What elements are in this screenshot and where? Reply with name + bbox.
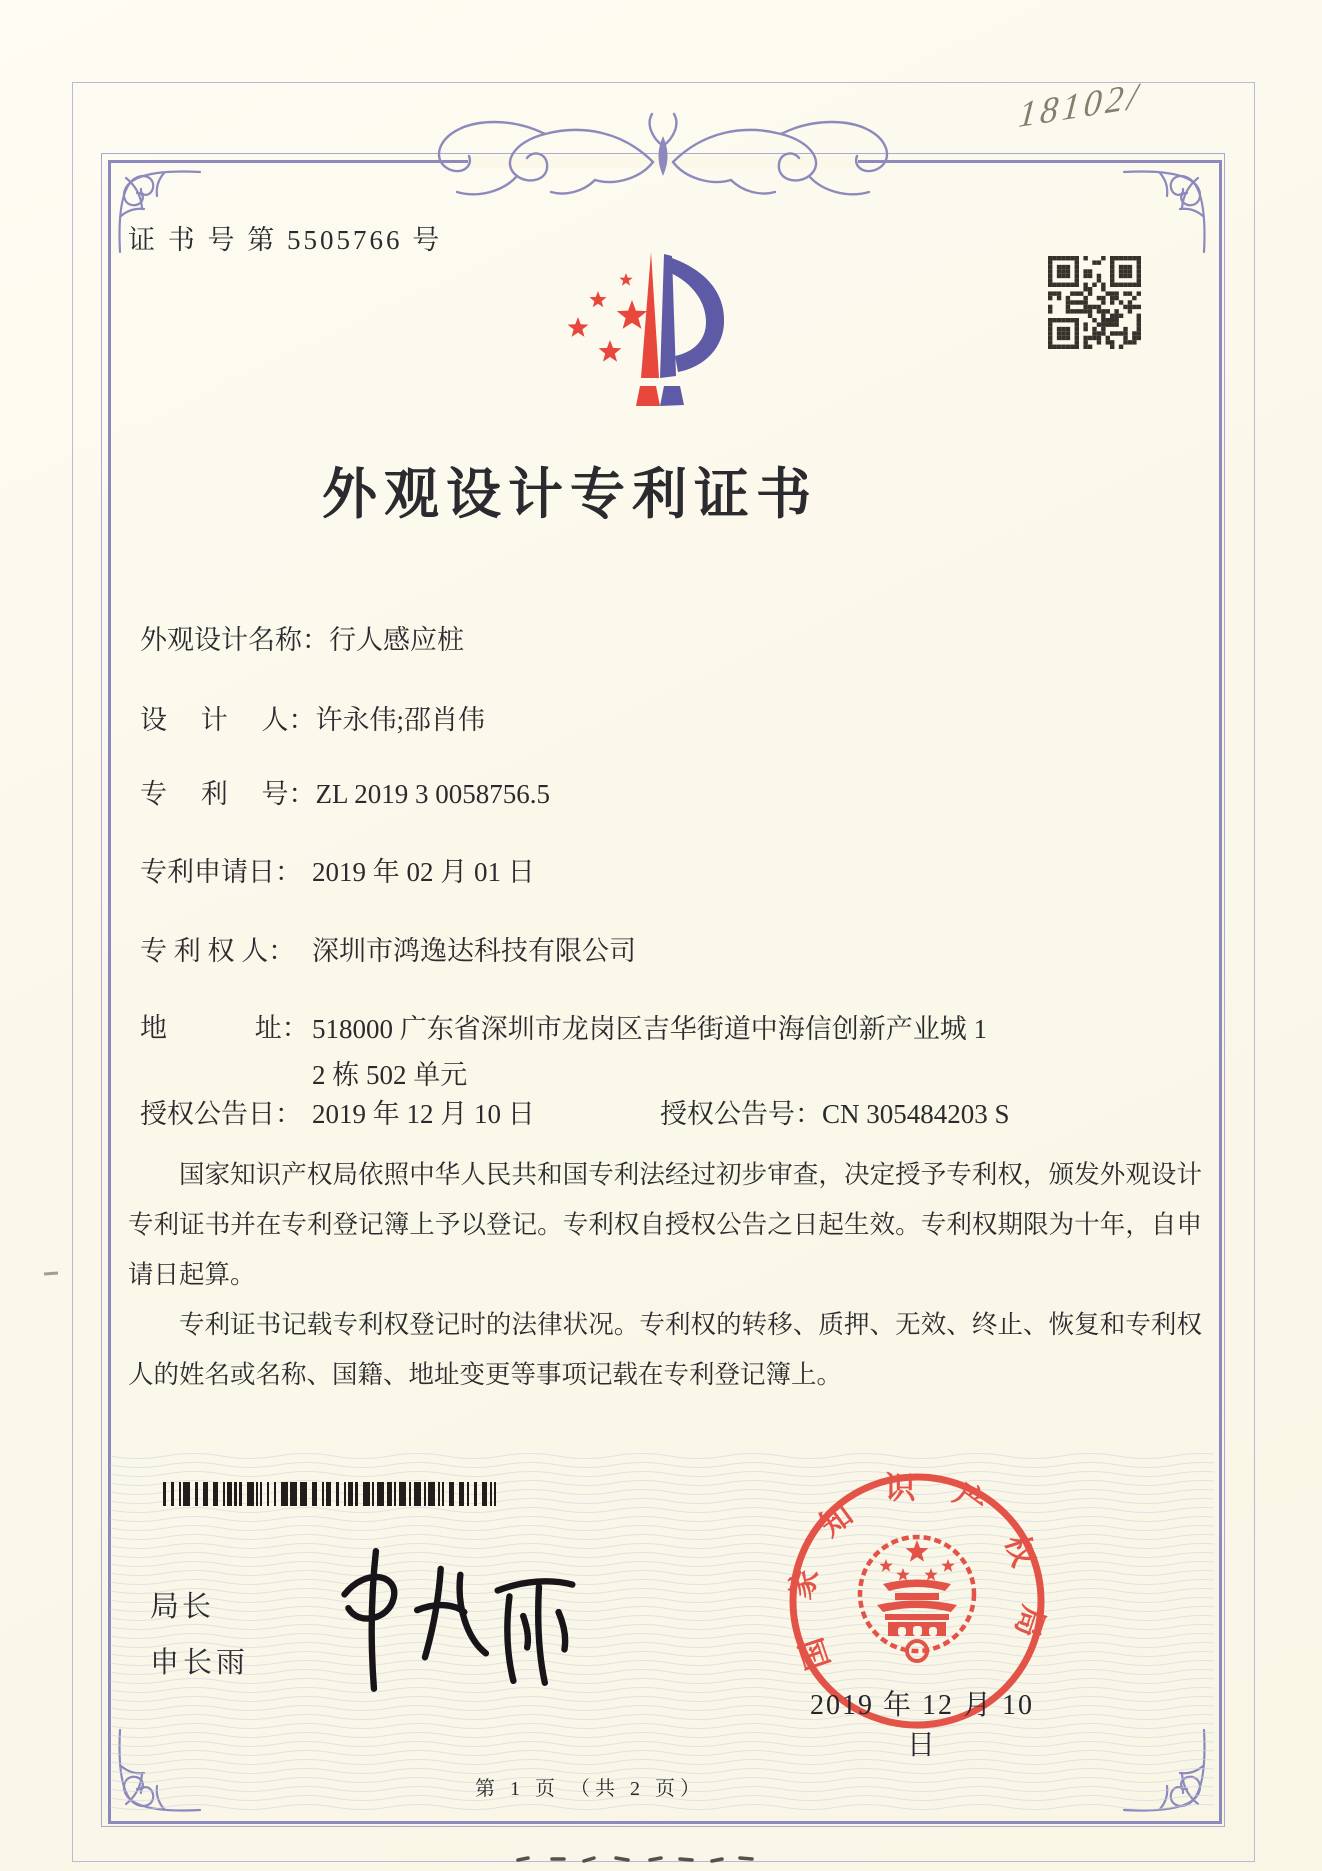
field-value: ZL 2019 3 0058756.5 bbox=[315, 779, 550, 809]
emblem-arches bbox=[898, 1626, 937, 1636]
field-value: 2019 年 02 月 01 日 bbox=[312, 857, 535, 887]
logo-red-spire bbox=[641, 252, 659, 378]
paragraph-2: 专利证书记载专利权登记时的法律状况。专利权的转移、质押、无效、终止、恢复和专利权人的姓名或名称、国籍、地址变更等事项记载在专利登记簿上。 bbox=[128, 1310, 1202, 1389]
commissioner-name: 申长雨 bbox=[150, 1647, 250, 1679]
cut-off-text-fragments bbox=[512, 1848, 762, 1866]
handwritten-number: 18102/ bbox=[1016, 74, 1144, 136]
field-label: 专 利 号： bbox=[140, 779, 316, 809]
field-grant-number bbox=[660, 1092, 1010, 1131]
field-value: 许永伟;邵肖伟 bbox=[315, 705, 486, 735]
emblem-stars bbox=[879, 1540, 954, 1581]
logo-blue-leg bbox=[660, 386, 684, 406]
address-line-1: 518000 广东省深圳市龙岗区吉华街道中海信创新产业城 1 bbox=[312, 1014, 987, 1044]
field-value: 2019 年 12 月 10 日 bbox=[312, 1099, 535, 1129]
field-label: 外观设计名称： bbox=[140, 625, 329, 655]
logo-red-leg bbox=[636, 386, 660, 406]
corner-ornament-top-right bbox=[1120, 166, 1210, 256]
field-label: 授权公告号： bbox=[660, 1099, 822, 1129]
logo-stars-icon bbox=[568, 273, 648, 362]
qr-code bbox=[1048, 256, 1141, 349]
cnipa-logo bbox=[548, 240, 738, 418]
field-label: 设 计 人： bbox=[140, 705, 316, 735]
seal-ring-text: 国家知识产权局 bbox=[782, 1470, 1052, 1675]
page-footer: 第 1 页 （共 2 页） bbox=[475, 1778, 705, 1800]
commissioner-signature bbox=[315, 1533, 590, 1701]
paragraph-1: 国家知识产权局依照中华人民共和国专利法经过初步审查，决定授予专利权，颁发外观设计专利证书并在专利登记簿上予以登记。专利权自授权公告之日起生效。专利权期限为十年，自申请日起算。 bbox=[128, 1160, 1202, 1289]
commissioner-label: 局长 bbox=[150, 1591, 215, 1623]
legal-text bbox=[128, 1150, 1202, 1400]
address-line-2: 2 栋 502 单元 bbox=[312, 1060, 468, 1090]
svg-text:国家知识产权局 bbox=[782, 1470, 1051, 1674]
field-value: 行人感应桩 bbox=[329, 625, 464, 655]
field-value: CN 305484203 S bbox=[822, 1099, 1010, 1129]
field-designer bbox=[140, 698, 485, 737]
field-grant-date bbox=[140, 1092, 535, 1131]
margin-mark bbox=[44, 1272, 58, 1276]
field-label: 授权公告日： bbox=[140, 1099, 302, 1129]
field-address bbox=[140, 1006, 1092, 1098]
seal-date: 2019 年 12 月 10 日 bbox=[809, 1690, 1034, 1761]
top-border-ornament bbox=[428, 112, 898, 212]
barcode bbox=[163, 1482, 501, 1506]
field-patent-number bbox=[140, 772, 550, 811]
field-filing-date bbox=[140, 850, 535, 889]
field-value bbox=[312, 1006, 1092, 1098]
field-label: 专 利 权 人： bbox=[140, 936, 296, 966]
certificate-title: 外观设计专利证书 bbox=[321, 464, 818, 525]
field-value: 深圳市鸿逸达科技有限公司 bbox=[312, 936, 636, 966]
field-design-name bbox=[140, 618, 464, 657]
field-label: 地 址： bbox=[140, 1013, 309, 1043]
field-label: 专利申请日： bbox=[140, 857, 302, 887]
certificate-number: 证 书 号 第 5505766 号 bbox=[128, 225, 443, 255]
field-patentee bbox=[140, 929, 636, 968]
